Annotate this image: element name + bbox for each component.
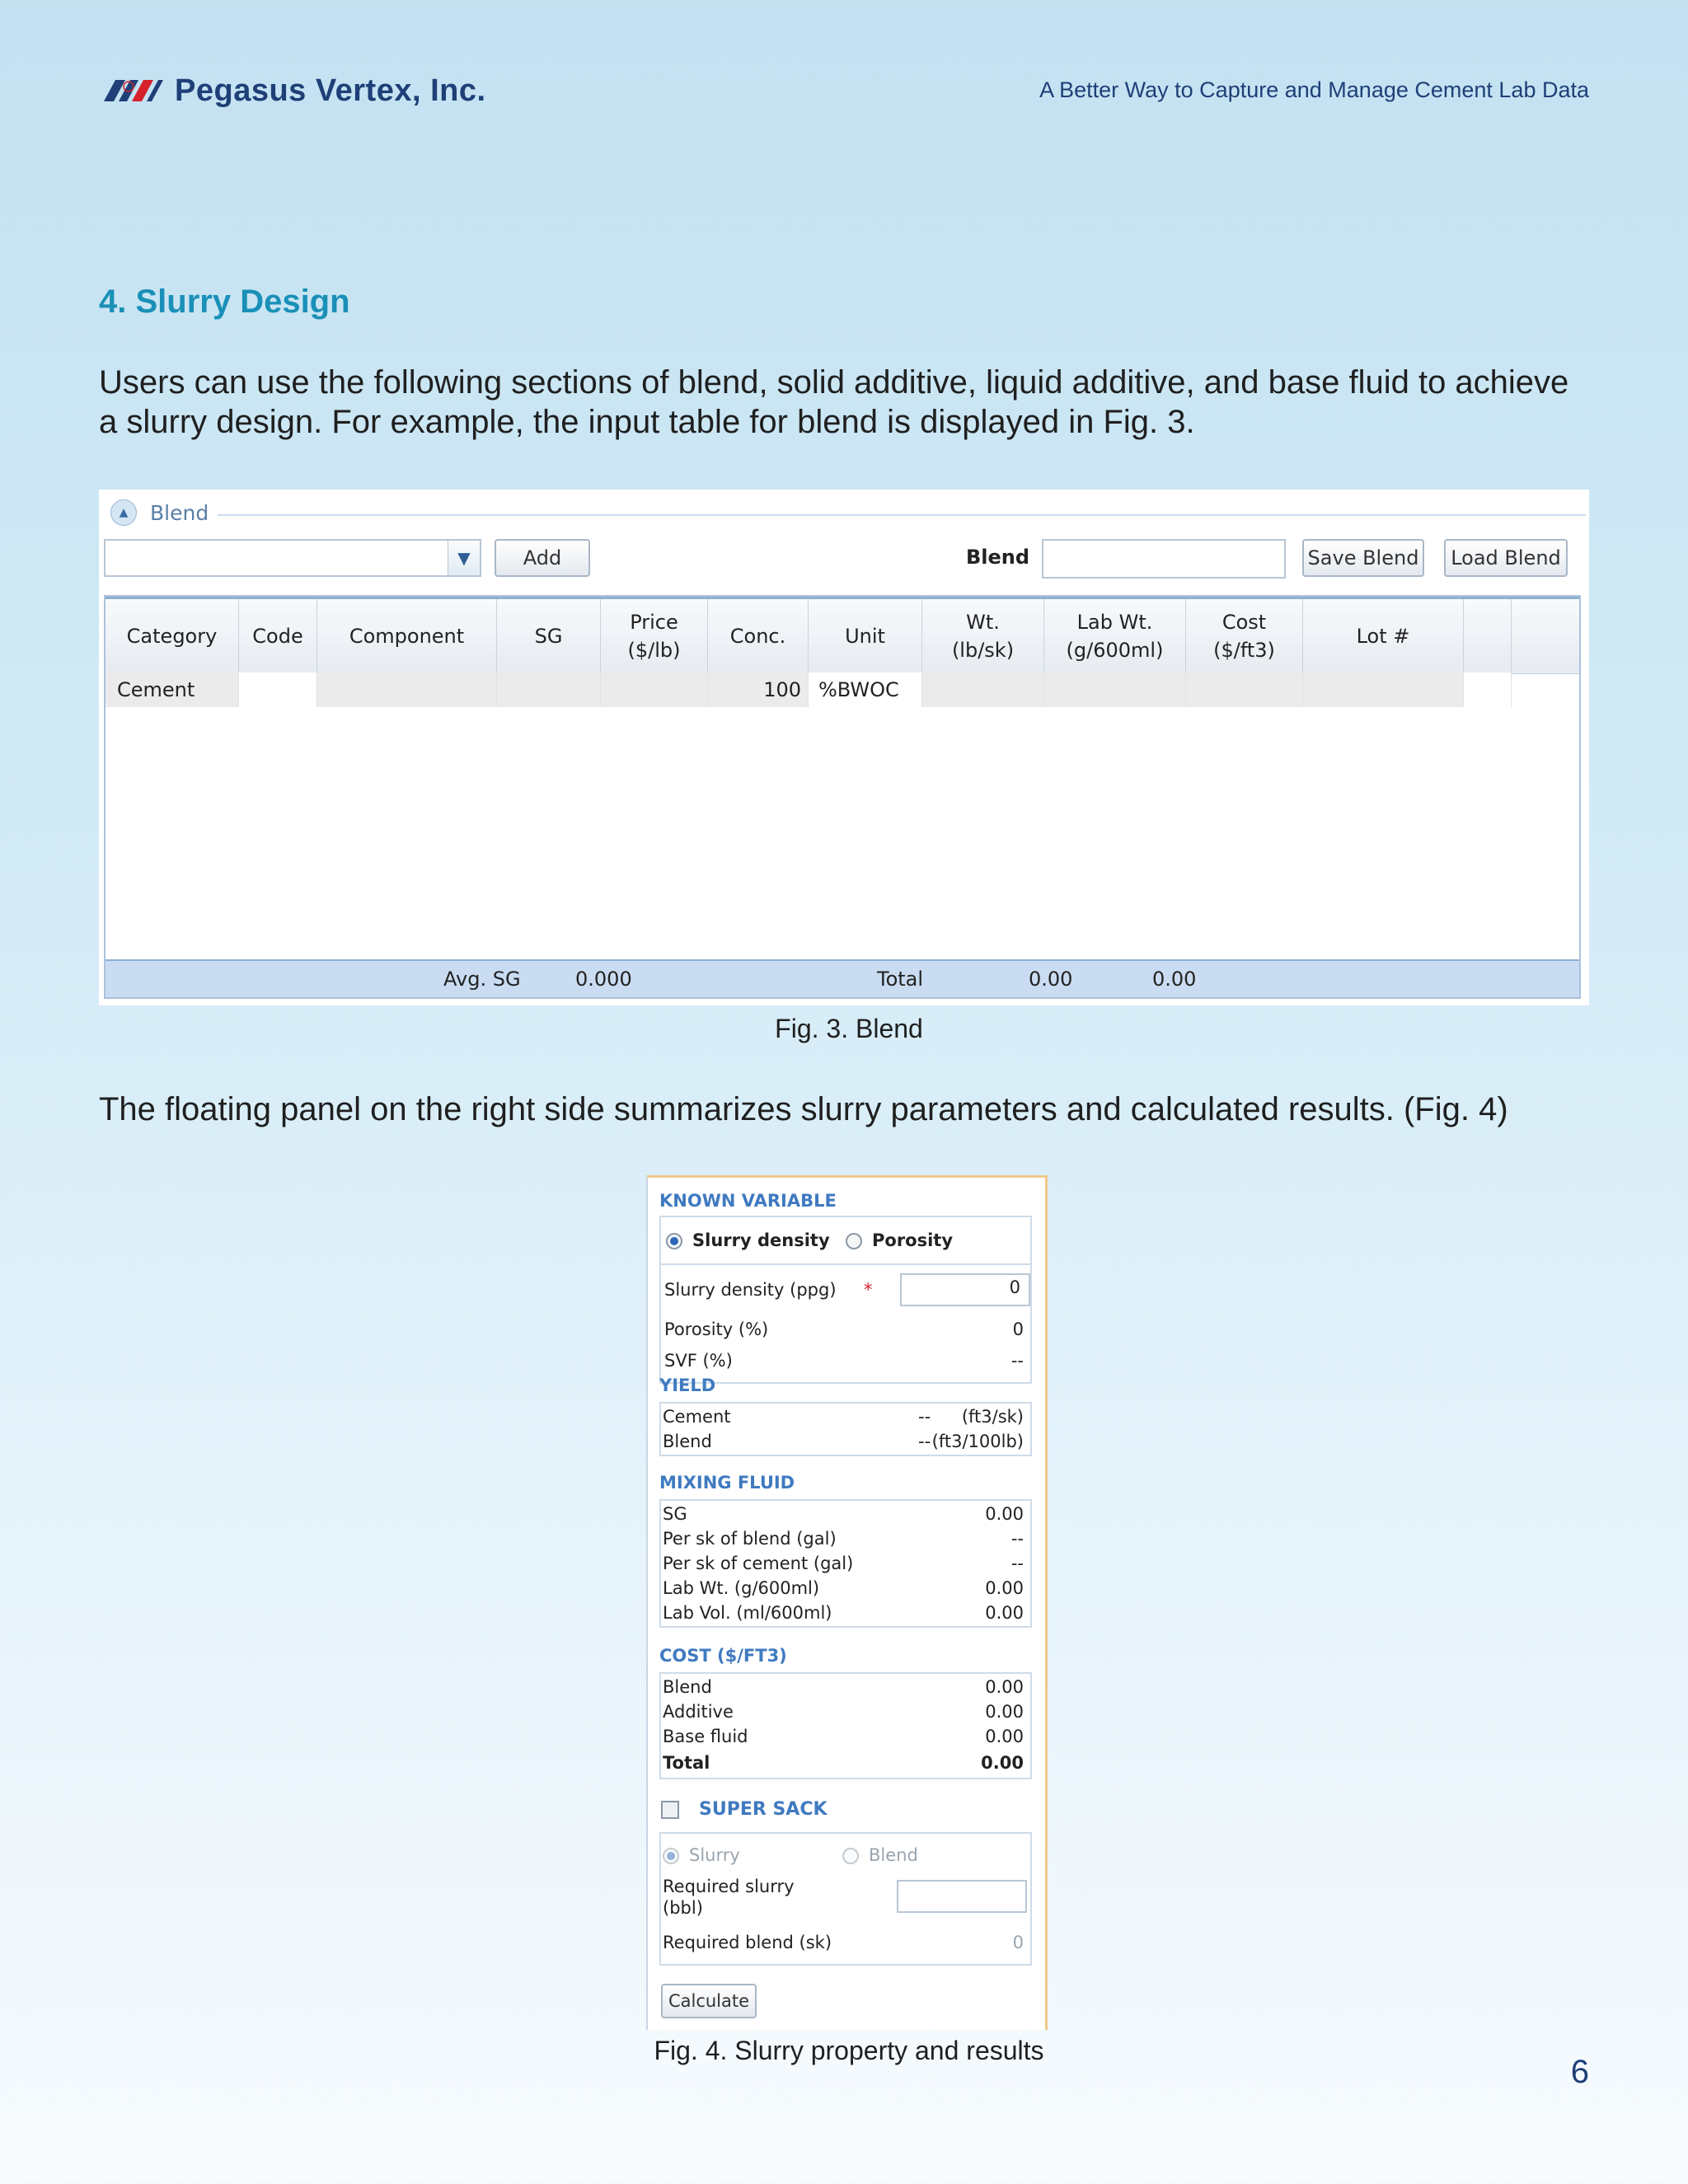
cell-unit[interactable]: %BWOC [809, 673, 922, 707]
column-header-cost[interactable]: Cost ($/ft3) [1186, 599, 1303, 673]
required-slurry-label: Required slurry [663, 1877, 795, 1896]
porosity-radio-label: Porosity [872, 1230, 954, 1250]
column-header-category[interactable]: Category [106, 599, 239, 673]
column-header-lot[interactable]: Lot # [1303, 599, 1464, 673]
column-header-component[interactable]: Component [317, 599, 497, 673]
mixing-row-label: Lab Wt. (g/600ml) [663, 1578, 820, 1598]
yield-box [659, 1402, 1032, 1456]
required-blend-label: Required blend (sk) [663, 1933, 832, 1952]
list-item [663, 1725, 1024, 1748]
cost-row-value: 0.00 [985, 1702, 1024, 1722]
column-header-extra [1464, 599, 1512, 673]
cell-cost [1186, 673, 1303, 707]
cost-row-label: Additive [663, 1702, 734, 1722]
total-label: Total [877, 968, 924, 991]
legend-divider [218, 514, 1586, 516]
slurry-density-radio[interactable] [666, 1233, 682, 1249]
required-slurry-input[interactable] [897, 1880, 1027, 1913]
yield-blend-label: Blend [663, 1432, 712, 1451]
super-sack-toggle[interactable] [661, 1799, 828, 1820]
list-item [663, 1552, 1024, 1575]
porosity-label: Porosity (%) [664, 1319, 769, 1339]
mixing-fluid-heading: MIXING FLUID [659, 1473, 795, 1493]
blend-panel-figure [99, 490, 1589, 1005]
tagline: A Better Way to Capture and Manage Cement Lab Data [1039, 77, 1589, 102]
column-header-sg[interactable]: SG [497, 599, 601, 673]
super-sack-heading: SUPER SACK [699, 1799, 828, 1820]
intro-paragraph: Users can use the following sections of blend, solid additive, liquid additive, and base fluid to achieve a slurry design. For example, the input table for blend is displayed in Fig. 3. [99, 364, 1569, 440]
slurry-results-panel [646, 1175, 1048, 2030]
cost-total-value: 0.00 [981, 1753, 1024, 1773]
yield-blend-unit: (ft3/100lb) [931, 1432, 1024, 1451]
cell-extra [1464, 673, 1512, 707]
chevron-down-icon[interactable]: ▼ [448, 541, 480, 575]
cell-component [317, 673, 497, 707]
known-variable-options [659, 1216, 1032, 1265]
company-name: Pegasus Vertex, Inc. [175, 73, 486, 108]
column-header-lab-wt[interactable]: Lab Wt. (g/600ml) [1044, 599, 1186, 673]
svf-value: -- [1010, 1351, 1024, 1371]
mixing-fluid-box [659, 1499, 1032, 1628]
page-number: 6 [1570, 2054, 1589, 2090]
porosity-radio-option[interactable] [846, 1229, 953, 1252]
cell-lot [1303, 673, 1464, 707]
column-header-price[interactable]: Price ($/lb) [601, 599, 708, 673]
list-item [663, 1601, 1024, 1624]
yield-cement-label: Cement [663, 1407, 731, 1427]
cost-row-label: Blend [663, 1677, 712, 1697]
add-button[interactable]: Add [495, 539, 590, 577]
column-header-code[interactable]: Code [239, 599, 317, 673]
required-blend-row [663, 1931, 1024, 1954]
svf-label: SVF (%) [664, 1351, 733, 1371]
mixing-row-label: Per sk of blend (gal) [663, 1529, 837, 1549]
column-header-unit[interactable]: Unit [809, 599, 922, 673]
yield-cement-unit: (ft3/sk) [961, 1407, 1024, 1427]
super-sack-box [659, 1832, 1032, 1966]
cost-row-value: 0.00 [985, 1677, 1024, 1697]
pvi-logo-icon [99, 78, 163, 103]
load-blend-button[interactable]: Load Blend [1444, 539, 1568, 577]
column-header-wt[interactable]: Wt. (lb/sk) [922, 599, 1044, 673]
blend-grid [104, 595, 1581, 999]
slurry-density-input[interactable]: 0 [900, 1273, 1030, 1306]
table-row[interactable] [106, 673, 1579, 707]
cost-total-row [663, 1751, 1024, 1774]
blend-legend[interactable] [110, 499, 209, 526]
avg-sg-label: Avg. SG [443, 968, 521, 991]
blend-radio-label: Blend [869, 1845, 918, 1865]
slurry-radio-label: Slurry [689, 1845, 740, 1865]
section-title: 4. Slurry Design [99, 284, 350, 320]
list-item [663, 1675, 1024, 1699]
mixing-row-label: Per sk of cement (gal) [663, 1554, 854, 1573]
category-dropdown[interactable] [104, 539, 481, 577]
list-item [663, 1700, 1024, 1723]
yield-cement-value: -- [918, 1407, 931, 1427]
total-lab-wt-value: 0.00 [1152, 968, 1197, 991]
calculate-button[interactable]: Calculate [661, 1984, 757, 2018]
mixing-row-label: SG [663, 1504, 687, 1524]
cost-total-label: Total [663, 1753, 710, 1773]
slurry-radio[interactable] [663, 1848, 679, 1864]
cell-price [601, 673, 708, 707]
cell-lab-wt [1044, 673, 1186, 707]
blend-name-label: Blend [966, 546, 1030, 569]
super-sack-radio-row [663, 1844, 1024, 1867]
required-mark: * [864, 1280, 873, 1300]
grid-header [106, 597, 1579, 674]
cell-conc: 100 [708, 673, 809, 707]
mixing-row-label: Lab Vol. (ml/600ml) [663, 1603, 832, 1623]
required-blend-value: 0 [1012, 1933, 1024, 1952]
mixing-row-value: 0.00 [985, 1603, 1024, 1623]
yield-cement-row [663, 1405, 1024, 1428]
grid-summary-row [106, 959, 1579, 997]
yield-blend-row [663, 1430, 1024, 1453]
blend-radio-option[interactable] [842, 1844, 918, 1867]
yield-blend-value: -- [918, 1432, 931, 1451]
company-logo [99, 73, 486, 109]
collapse-icon[interactable]: ▲ [110, 499, 137, 526]
svf-row [664, 1349, 1024, 1372]
save-blend-button[interactable]: Save Blend [1302, 539, 1424, 577]
blend-radio[interactable] [842, 1848, 859, 1864]
list-item [663, 1577, 1024, 1600]
figure-3-caption: Fig. 3. Blend [775, 1014, 923, 1043]
porosity-row [664, 1318, 1024, 1341]
known-variable-heading: KNOWN VARIABLE [659, 1191, 837, 1211]
mixing-row-value: 0.00 [985, 1504, 1024, 1524]
list-item [663, 1527, 1024, 1550]
list-item [663, 1502, 1024, 1526]
porosity-value: 0 [1012, 1319, 1024, 1339]
cost-row-label: Base fluid [663, 1727, 748, 1746]
yield-heading: YIELD [659, 1376, 716, 1395]
density-label: Slurry density (ppg) [664, 1280, 837, 1300]
required-slurry-unit: (bbl) [663, 1898, 703, 1918]
cell-wt [922, 673, 1044, 707]
cost-box [659, 1672, 1032, 1779]
mixing-row-value: -- [1010, 1529, 1024, 1549]
porosity-radio[interactable] [846, 1233, 862, 1249]
blend-legend-label: Blend [150, 500, 209, 525]
cell-sg [497, 673, 601, 707]
cell-code[interactable] [239, 673, 317, 707]
super-sack-checkbox[interactable] [661, 1801, 679, 1819]
total-wt-value: 0.00 [1029, 968, 1073, 991]
cell-category: Cement [106, 673, 239, 707]
mixing-row-value: 0.00 [985, 1578, 1024, 1598]
figure-4-caption: Fig. 4. Slurry property and results [654, 2036, 1044, 2065]
cost-heading: COST ($/FT3) [659, 1646, 787, 1666]
slurry-density-radio-label: Slurry density [692, 1230, 830, 1250]
avg-sg-value: 0.000 [575, 968, 632, 991]
mixing-row-value: -- [1010, 1554, 1024, 1573]
density-radio-row[interactable] [666, 1229, 1024, 1252]
panel-paragraph: The floating panel on the right side summarizes slurry parameters and calculated results. (Fig. 4) [99, 1091, 1508, 1127]
known-variable-values [659, 1263, 1032, 1384]
cost-row-value: 0.00 [985, 1727, 1024, 1746]
column-header-conc[interactable]: Conc. [708, 599, 809, 673]
blend-name-input[interactable] [1042, 539, 1286, 579]
